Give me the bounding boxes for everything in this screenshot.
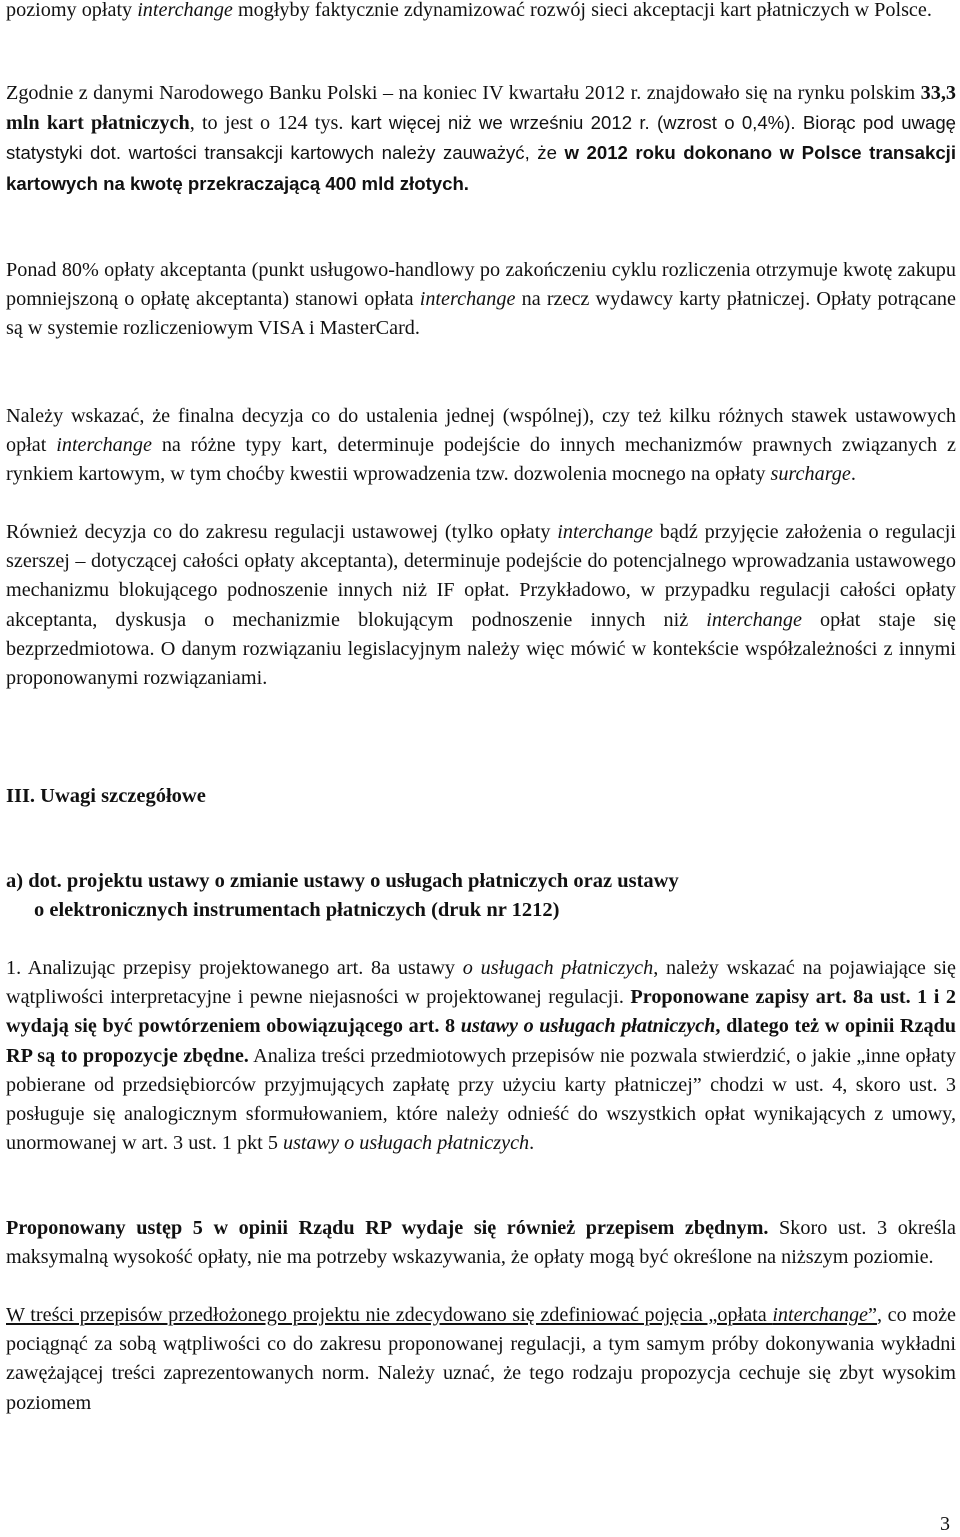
text-segment: interchange [772, 1304, 869, 1326]
text-segment: , należy wskazać na pojawiające się wątpliwości interpretacyjne i pewne niejasności w projektowanej regulacji. [6, 957, 956, 1009]
text-segment: interchange [557, 521, 653, 543]
text-segment: . [529, 1132, 535, 1155]
text-segment: o usługach płatniczych [462, 957, 654, 979]
text-segment: surcharge [770, 463, 851, 486]
text-segment: ustawy o usługach płatniczych [460, 1015, 716, 1038]
paragraph-regulation-scope [6, 518, 956, 693]
text-segment: kart więcej niż we wrześniu 2012 r. (wzrost o 0,4%). Biorąc pod uwagę statystyki dot. wartości transakcji kartowych należy zauważyć, że [6, 112, 956, 164]
subheading-line-1: a) dot. projektu ustawy o zmianie ustawy o usługach płatniczych oraz ustawy [6, 870, 679, 892]
text-segment: W treści przepisów przedłożonego projektu nie zdecydowano się zdefiniować pojęcia „opłata [6, 1304, 773, 1326]
text-segment: , to jest o 124 tys. [189, 112, 351, 135]
paragraph-art8a-analysis [6, 954, 956, 1158]
text-segment: Skoro ust. 3 określa maksymalną wysokość opłaty, nie ma potrzeby wskazywania, że opłaty mogą być określone na niższym poziomie. [6, 1217, 956, 1269]
text-segment: ustawy o usługach płatniczych [282, 1132, 530, 1155]
text-segment: . [850, 463, 856, 486]
text-segment: poziomy opłaty [6, 0, 138, 21]
text-segment: Analiza treści przedmiotowych przepisów nie pozwala stwierdzić, o jakie „inne opłaty pobierane od przedsiębiorców przyjmujących zapłatę przy użyciu karty płatniczej” chodzi w ust. 4, skoro ust. 3 posługuje się analogicznym sformułowaniem, które należy odnieść do wszystkich opłat wynikających z umowy, unormowanej w art. 3 ust. 1 pkt 5 [6, 1044, 956, 1155]
paragraph-para5 [6, 1214, 956, 1272]
page-number: 3 [940, 1513, 950, 1535]
text-segment: 33,3 mln kart płatniczych [6, 82, 956, 135]
document-page [6, 0, 956, 1537]
text-segment: na rzecz wydawcy karty płatniczej. Opłaty potrącane są w systemie rozliczeniowym VISA i MasterCard. [6, 288, 956, 340]
text-segment: opłat staje się bezprzedmiotowa. O danym rozwiązaniu legislacyjnym należy więc mówić w kontekście współzależności z innymi proponowanymi rozwiązaniami. [6, 608, 956, 690]
text-segment: na różne typy kart, determinuje podejście do innych mechanizmów prawnych związanych z rynkiem kartowym, w tym choćby kwestii wprowadzenia tzw. dozwolenia mocnego na opłaty [6, 434, 956, 486]
text-segment: interchange [56, 434, 152, 457]
paragraph-nbp-data [6, 79, 956, 199]
section-heading: III. Uwagi szczegółowe [6, 785, 206, 807]
text-segment: Proponowane zapisy art. 8a ust. 1 i 2 wydają się być powtórzeniem obowiązującego art. 8 [6, 986, 956, 1038]
subheading [6, 867, 956, 925]
text-segment: w 2012 roku dokonano w Polsce transakcji kartowych na kwotę przekraczającą 400 mld złotych. [6, 142, 956, 194]
paragraph-acceptor-fee [6, 256, 956, 344]
text-segment: interchange [706, 608, 802, 631]
text-segment: interchange [137, 0, 233, 21]
text-segment: Również decyzja co do zakresu regulacji ustawowej (tylko opłaty [6, 521, 558, 543]
text-segment: Proponowany ustęp 5 w opinii Rządu RP wydaje się również przepisem zbędnym. [6, 1217, 769, 1239]
text-segment: , co może pociągnąć za sobą wątpliwości co do zakresu proponowanej regulacji, a tym samym próby dokonywania wykładni zawężającej treści zaprezentowanych norm. Należy uznać, że tego rodzaju propozycja cechuje się zbyt wysokim poziomem [6, 1304, 956, 1414]
text-segment: bądź przyjęcie założenia o regulacji szerszej – dotyczącej całości opłaty akceptanta), determinuje podejście do potencjalnego wprowadzania ustawowego mechanizmu blokującego podnoszenie innych niż IF opłat. Przykładowo, w przypadku regulacji całości opłaty akceptanta, dyskusja o mechanizmie blokującym podnoszenie innych niż [6, 521, 956, 631]
text-segment: ” [868, 1304, 877, 1326]
text-segment: 1. Analizując przepisy projektowanego art. 8a ustawy [6, 957, 463, 979]
paragraph-final-decision [6, 402, 956, 490]
text-segment: Ponad 80% opłaty akceptanta (punkt usługowo-handlowy po zakończeniu cyklu rozliczenia otrzymuje kwotę zakupu pomniejszoną o opłatę akceptanta) stanowi opłata [6, 259, 956, 311]
paragraph-definition [6, 1301, 956, 1418]
text-segment: Należy wskazać, że finalna decyzja co do ustalenia jednej (wspólnej), czy też kilku różnych stawek ustawowych opłat [6, 405, 956, 457]
paragraph-interchange-intro [6, 0, 956, 25]
subheading-line-2: o elektronicznych instrumentach płatniczych (druk nr 1212) [34, 899, 560, 921]
text-segment: mogłyby faktycznie zdynamizować rozwój sieci akceptacji kart płatniczych w Polsce. [232, 0, 932, 21]
text-segment: Zgodnie z danymi Narodowego Banku Polski – na koniec IV kwartału 2012 r. znajdowało się na rynku polskim [6, 82, 921, 104]
text-segment: interchange [419, 288, 516, 311]
text-segment: , dlatego też w opinii Rządu RP są to propozycje zbędne. [6, 1015, 957, 1067]
